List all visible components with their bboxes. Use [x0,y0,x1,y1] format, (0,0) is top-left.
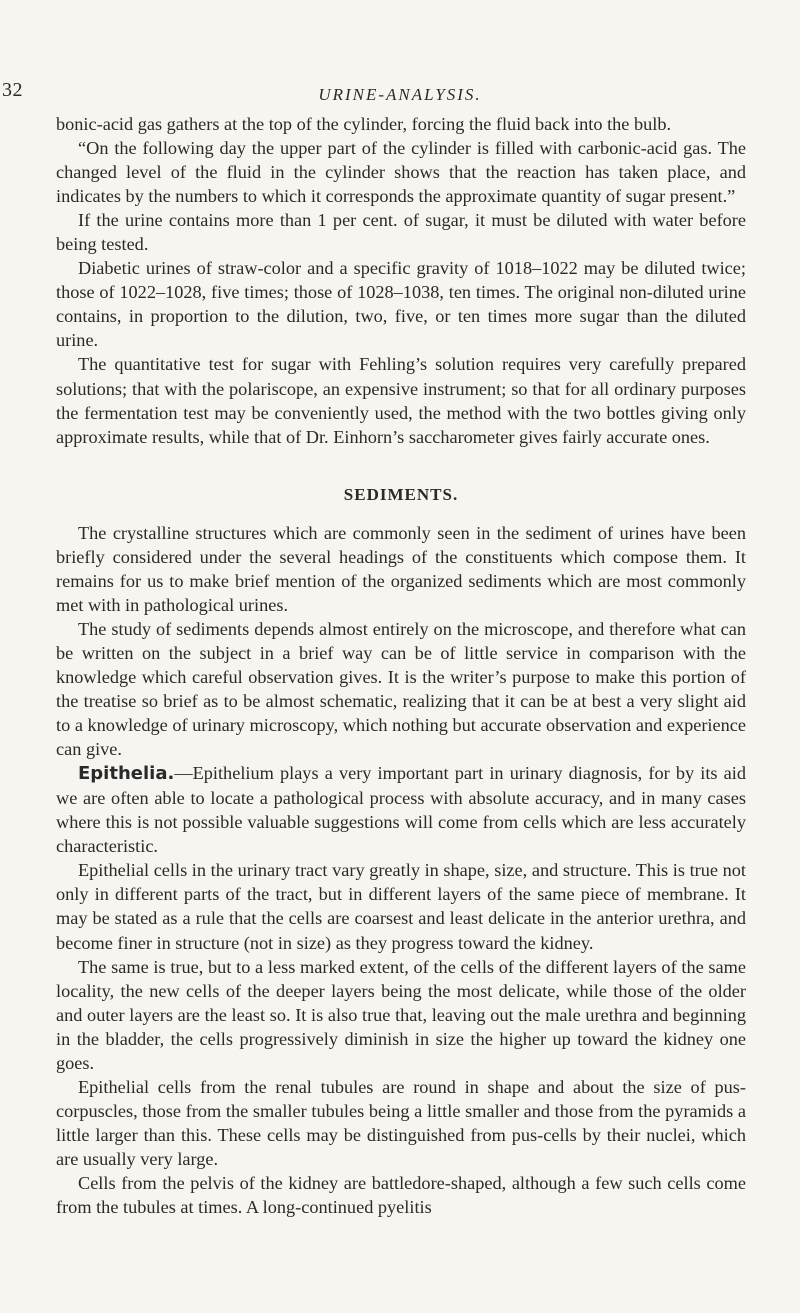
section-heading: SEDIMENTS. [343,484,459,504]
paragraph: “On the following day the upper part of the cylinder is filled with carbonic-acid gas. The changed level of the fluid in the cylinder shows that the reaction has taken place, and indicates by the numbers to which it corresponds the approximate quantity of sugar present.” [56,138,746,207]
paragraph: The quantitative test for sugar with Fehling’s solution requires very carefully prepared solutions; that with the polariscope, an expensive instrument; so that for all ordinary purposes the fermentation test may be conveniently used, the method with the two bottles giving only approximate results, while that of Dr. Einhorn’s saccharometer gives fairly accurate ones. [56,354,746,447]
paragraph: The crystalline structures which are commonly seen in the sediment of urines have been briefly considered under the several headings of the constituents which compose them. It remains for us to make brief mention of the organized sediments which are most commonly met with in pathological urines. [56,522,746,615]
paragraph: Epithelial cells from the renal tubules are round in shape and about the size of pus-corpuscles, those from the smaller tubules being a little smaller and those from the pyramids a little larger than this. These cells may be distinguished from pus-cells by their nuclei, which are usually very large. [56,1076,746,1169]
paragraph: Diabetic urines of straw-color and a specific gravity of 1018–1022 may be diluted twice; those of 1022–1028, five times; those of 1028–1038, ten times. The original non-diluted urine contains, in proportion to the dilution, two, five, or ten times more sugar than the diluted urine. [56,258,746,351]
run-in-heading: Epithelia. [78,763,175,785]
paragraph: Cells from the pelvis of the kidney are battledore-shaped, although a few such cells come from the tubules at times. A long-continued pyelitis [56,1172,746,1218]
paragraph: Epithelial cells in the urinary tract vary greatly in shape, size, and structure. This is true not only in different parts of the tract, but in different layers of the same piece of membrane. It may be stated as a rule that the cells are coarsest and least delicate in the anterior urethra, and become finer in structure (not in size) as they progress toward the kidney. [56,860,746,953]
running-head: URINE-ANALYSIS. [318,85,482,104]
paragraph-text: —Epithelium plays a very important part in urinary diagnosis, for by its aid we are often able to locate a pathological process with absolute accuracy, and in many cases where this is not possible valuable suggestions will come from cells which are less accurately characteristic. [56,763,746,857]
paragraph: The same is true, but to a less marked extent, of the cells of the different layers of the same locality, the new cells of the deeper layers being the most delicate, while those of the older and outer layers are the least so. It is also true that, leaving out the male urethra and beginning in the bladder, the cells progressively diminish in size the higher up toward the kidney one goes. [56,956,746,1073]
paragraph: If the urine contains more than 1 per cent. of sugar, it must be diluted with water before being tested. [56,210,746,255]
paragraph-epithelia [56,761,746,858]
page-number: 32 [2,79,23,101]
body-text [56,112,746,1219]
paragraph: The study of sediments depends almost entirely on the microscope, and therefore what can be written on the subject in a brief way can be of little service in comparison with the knowledge which careful observation gives. It is the writer’s purpose to make this portion of the treatise so brief as to be almost schematic, realizing that it can be at best a very slight aid to a knowledge of urinary microscopy, which nothing but accurate observation and experience can give. [56,618,746,760]
paragraph: bonic-acid gas gathers at the top of the cylinder, forcing the fluid back into the bulb. [56,114,672,134]
